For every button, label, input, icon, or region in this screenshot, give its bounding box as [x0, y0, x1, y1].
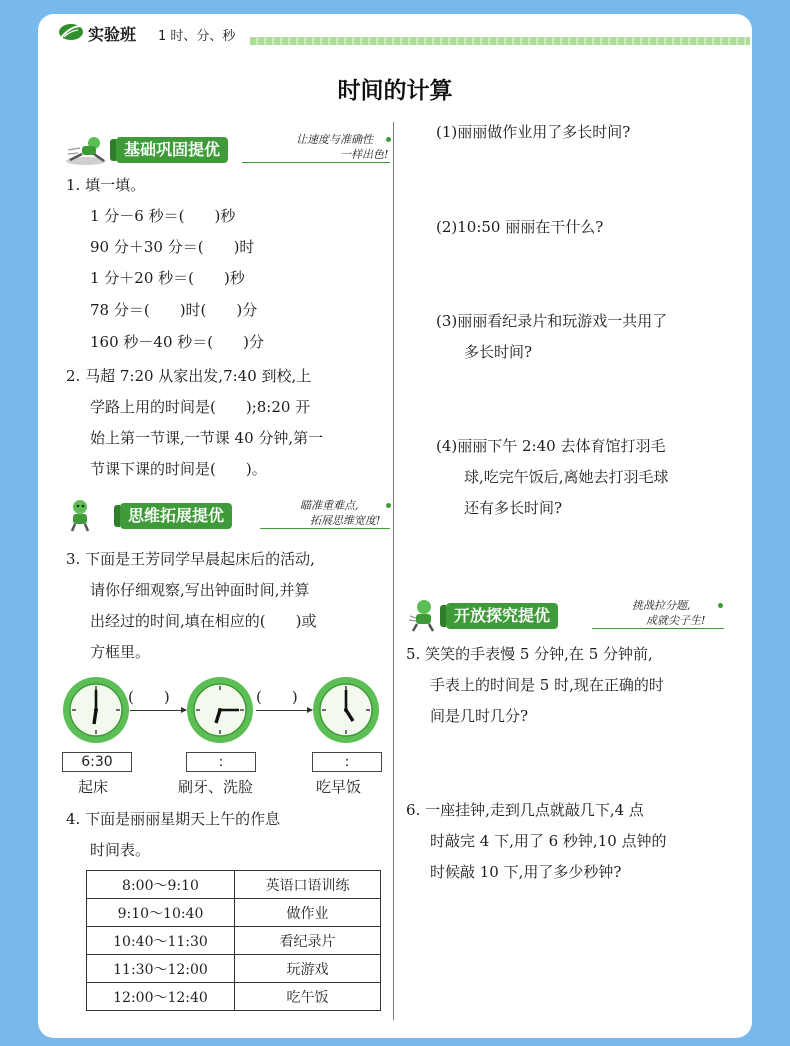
q5-line-3: 间是几时几分? [430, 707, 529, 725]
q4-sub-4-line-3: 还有多长时间? [464, 499, 563, 517]
page-title: 时间的计算 [337, 78, 453, 104]
table-cell-activity: 吃午饭 [235, 983, 381, 1011]
elapsed-blank-2[interactable]: ( ) [256, 688, 298, 706]
q4-sub-4-line-1: (4)丽丽下午 2:40 去体育馆打羽毛 [436, 437, 666, 455]
table-cell-activity: 看纪录片 [235, 927, 381, 955]
table-cell-time: 8:00～9:10 [87, 871, 235, 899]
section-banner-thinking [64, 500, 394, 532]
q1-line-1: 1 分－6 秒＝( )秒 [90, 207, 236, 225]
activity-2: 刷牙、洗脸 [178, 778, 254, 796]
table-row [87, 983, 381, 1011]
mascot-thinker-icon [66, 498, 96, 532]
clock-face-2-icon [186, 676, 254, 744]
banner-dot [718, 603, 723, 608]
q6-line-1: 6. 一座挂钟,走到几点就敲几下,4 点 [406, 801, 644, 819]
q1-line-3: 1 分＋20 秒＝( )秒 [90, 269, 245, 287]
section-slogan-explore-2: 成就尖子生! [646, 614, 706, 627]
section-tag-thinking: 思维拓展提优 [120, 503, 232, 529]
clock-face-1-icon [62, 676, 130, 744]
q3-line-4: 方框里。 [90, 643, 151, 661]
q1-line-5: 160 秒－40 秒＝( )分 [90, 333, 264, 351]
banner-underline [592, 628, 724, 629]
table-cell-time: 12:00～12:40 [87, 983, 235, 1011]
page-header [38, 14, 752, 48]
q4-sub-3-line-2: 多长时间? [464, 343, 533, 361]
q4-line-2: 时间表。 [90, 841, 151, 859]
section-banner-explore [406, 600, 726, 632]
q1-title: 1. 填一填。 [66, 176, 146, 194]
mascot-runner-icon [64, 134, 110, 166]
mascot-explorer-icon [406, 598, 440, 632]
brand-name: 实验班 [88, 25, 137, 44]
time-box-2[interactable]: : [186, 752, 256, 772]
activity-3: 吃早饭 [316, 778, 362, 796]
clock-face-3-icon [312, 676, 380, 744]
header-stripe [250, 37, 750, 45]
q4-sub-2-line-1: (2)10:50 丽丽在干什么? [436, 218, 604, 236]
q4-sub-4-line-2: 球,吃完午饭后,离她去打羽毛球 [464, 468, 669, 486]
q6-line-3: 时候敲 10 下,用了多少秒钟? [430, 863, 622, 881]
section-slogan-basic-1: 让速度与准确性 [296, 133, 373, 146]
q4-sub-3-line-1: (3)丽丽看纪录片和玩游戏一共用了 [436, 312, 668, 330]
q3-line-3: 出经过的时间,填在相应的( )或 [90, 612, 317, 630]
section-tag-explore: 开放探究提优 [446, 603, 558, 629]
table-cell-activity: 英语口语训练 [235, 871, 381, 899]
section-slogan-thinking-2: 拓展思维宽度! [310, 514, 381, 527]
table-cell-time: 11:30～12:00 [87, 955, 235, 983]
banner-dot [386, 137, 391, 142]
q2-line-1: 2. 马超 7:20 从家出发,7:40 到校,上 [66, 367, 312, 385]
q1-line-2: 90 分＋30 分＝( )时 [90, 238, 255, 256]
table-cell-time: 10:40～11:30 [87, 927, 235, 955]
schedule-table [86, 870, 381, 1011]
time-box-1: 6:30 [62, 752, 132, 772]
q5-line-1: 5. 笑笑的手表慢 5 分钟,在 5 分钟前, [406, 645, 653, 663]
section-tag-basic: 基础巩固提优 [116, 137, 228, 163]
section-banner-basic [64, 134, 394, 166]
unit-label: 1 时、分、秒 [158, 29, 236, 44]
q2-line-3: 始上第一节课,一节课 40 分钟,第一 [90, 429, 324, 447]
time-box-3[interactable]: : [312, 752, 382, 772]
q2-line-4: 节课下课的时间是( )。 [90, 460, 267, 478]
q3-line-1: 3. 下面是王芳同学早晨起床后的活动, [66, 550, 315, 568]
leaf-logo-icon [58, 22, 84, 42]
table-row [87, 871, 381, 899]
q1-line-4: 78 分＝( )时( )分 [90, 301, 258, 319]
q4-sub-1-line-1: (1)丽丽做作业用了多长时间? [436, 123, 631, 141]
table-row [87, 955, 381, 983]
table-row [87, 899, 381, 927]
section-slogan-explore-1: 挑战拉分题, [632, 599, 691, 612]
activity-1: 起床 [78, 778, 109, 796]
table-cell-activity: 做作业 [235, 899, 381, 927]
banner-underline [242, 162, 390, 163]
workbook-page [38, 14, 752, 1038]
q5-line-2: 手表上的时间是 5 时,现在正确的时 [430, 676, 664, 694]
arrow-2-icon [256, 710, 312, 711]
section-slogan-basic-2: 一样出色! [340, 148, 389, 161]
q2-line-2: 学路上用的时间是( );8:20 开 [90, 398, 311, 416]
section-slogan-thinking-1: 瞄准重难点, [300, 499, 359, 512]
table-cell-activity: 玩游戏 [235, 955, 381, 983]
column-divider [393, 122, 394, 1020]
table-row [87, 927, 381, 955]
arrow-1-icon [130, 710, 186, 711]
table-cell-time: 9:10～10:40 [87, 899, 235, 927]
q6-line-2: 时敲完 4 下,用了 6 秒钟,10 点钟的 [430, 832, 667, 850]
q4-line-1: 4. 下面是丽丽星期天上午的作息 [66, 810, 281, 828]
banner-underline [260, 528, 390, 529]
banner-dot [386, 503, 391, 508]
q3-line-2: 请你仔细观察,写出钟面时间,并算 [90, 581, 310, 599]
elapsed-blank-1[interactable]: ( ) [128, 688, 170, 706]
